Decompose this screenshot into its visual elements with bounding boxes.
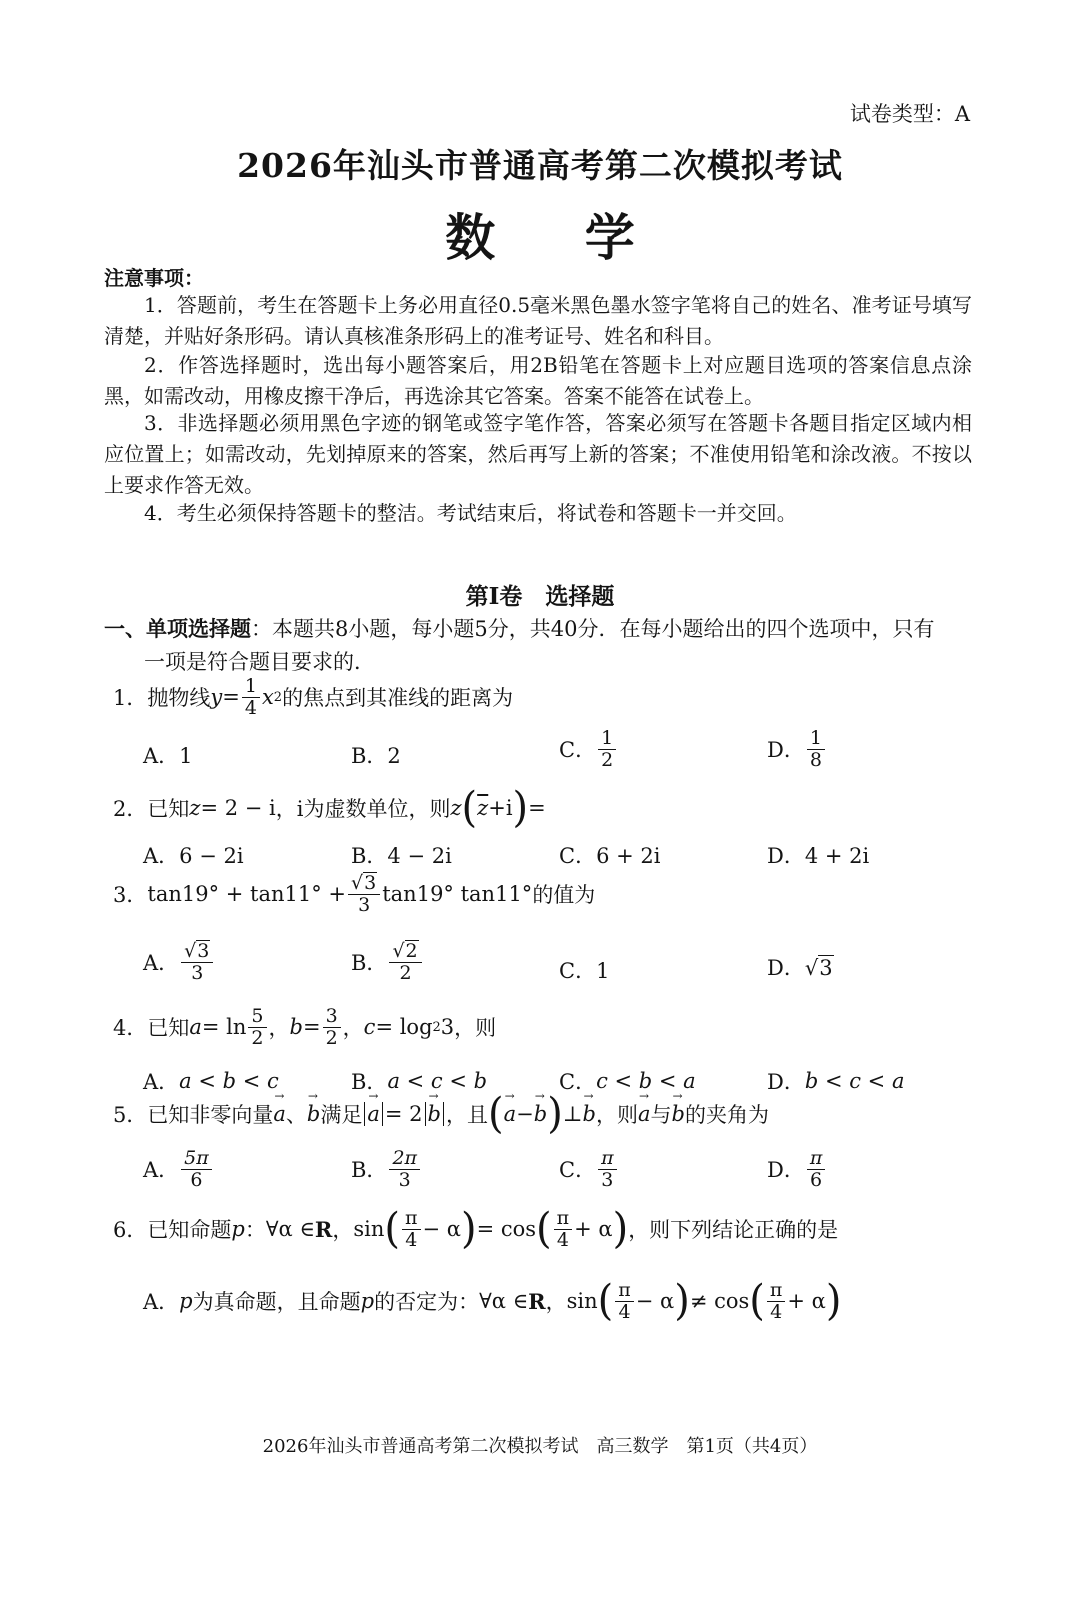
question-1: 1． 抛物线 y = $\frac{1}{4}$ x 2 的焦点到其准线的距离为 xyxy=(113,675,514,719)
q4-option-c: C． c < b < a xyxy=(559,1069,696,1094)
part-instructions: 一、单项选择题：本题共8小题，每小题5分，共40分．在每小题给出的四个选项中，只有 一项是符合题目要求的． xyxy=(104,616,935,674)
notice-item-1: 1．答题前，考生在答题卡上务必用直径0.5毫米黑色墨水签字笔将自己的姓名、准考证号填写清楚，并贴好条形码。请认真核准条形码上的准考证号、姓名和科目。 xyxy=(104,293,972,348)
q4-option-d: D． b < c < a xyxy=(767,1069,905,1094)
question-4: 4． 已知 a = ln $\frac{5}{2}$ ， b = $\frac{3}{2}$ ， c = log 2 3 ，则 xyxy=(113,1005,497,1049)
notice-item-2: 2．作答选择题时，选出每小题答案后，用2B铅笔在答题卡上对应题目选项的答案信息点涂黑，如需改动，用橡皮擦干净后，再选涂其它答案。答案不能答在试卷上。 xyxy=(104,353,972,408)
q1-option-b: B．2 xyxy=(351,744,401,768)
q3-option-a: A． √ 3 3 xyxy=(143,940,215,984)
fraction: $\frac{1}{4}$ xyxy=(242,676,260,719)
q2-option-a: A．6 − 2i xyxy=(143,844,244,868)
question-5: 5． 已知非零向量 → a 、 → b 满足 → a = 2 → b ，且 ( → a − → b ) ⊥ → b ，则 → a 与 → b 的夹角为 xyxy=(113,1094,769,1134)
q6-option-a: A． p 为真命题，且命题 p 的否定为： ∀α ∈ R ， sin ( $\frac{\pi}{4}$ − α ) ≠ cos ( $\frac{\pi}{4}$ + α ) xyxy=(143,1277,842,1326)
q5-option-b: B． $\frac{2\pi}{3}$ xyxy=(351,1148,422,1191)
q2-option-d: D．4 + 2i xyxy=(767,844,870,868)
q1-option-c: C． $\frac{1}{2}$ xyxy=(559,728,618,771)
q5-option-d: D． $\frac{\pi}{6}$ xyxy=(767,1148,827,1191)
page-footer: 2026年汕头市普通高考第二次模拟考试 高三数学 第1页（共4页） xyxy=(262,1436,818,1457)
q4-option-b: B． a < c < b xyxy=(351,1069,488,1094)
paper-type-label: 试卷类型：A xyxy=(849,102,970,126)
q4-option-a: A． a < b < c xyxy=(143,1069,279,1094)
subject-title: 数 学 xyxy=(445,208,671,267)
q1-option-d: D． $\frac{1}{8}$ xyxy=(767,728,827,771)
notice-item-4: 4．考生必须保持答题卡的整洁。考试结束后，将试卷和答题卡一并交回。 xyxy=(144,501,797,525)
exam-title: 2026年汕头市普通高考第二次模拟考试 xyxy=(237,146,843,185)
q3-option-b: B． √ 2 2 xyxy=(351,940,424,984)
q1-option-a: A．1 xyxy=(143,744,193,768)
section-title: 第Ⅰ卷 选择题 xyxy=(465,583,615,610)
question-3: 3． tan19° + tan11° + √ 3 3 tan19° tan11° 的值为 xyxy=(113,872,596,916)
q3-option-d: D． √ 3 xyxy=(767,955,833,980)
question-6: 6． 已知命题 p ： ∀α ∈ R ， sin ( $\frac{\pi}{4}$ − α ) = cos ( $\frac{\pi}{4}$ + α ) ，则下列结论正确的是 xyxy=(113,1205,839,1254)
notice-item-3: 3．非选择题必须用黑色字迹的钢笔或签字笔作答，答案必须写在答题卡各题目指定区域内相应位置上；如需改动，先划掉原来的答案，然后再写上新的答案；不准使用铅笔和涂改液。不按以上要求作答无效。 xyxy=(104,411,972,497)
q3-option-c: C．1 xyxy=(559,959,610,983)
question-2: 2． 已知 z = 2 − i ，i为虚数单位，则 z ( $\overline{z}$ +i ) = xyxy=(113,783,546,833)
q5-option-c: C． $\frac{\pi}{3}$ xyxy=(559,1148,619,1191)
q5-option-a: A． $\frac{5\pi}{6}$ xyxy=(143,1148,214,1191)
notice-title: 注意事项： xyxy=(104,266,204,290)
q2-option-b: B．4 − 2i xyxy=(351,844,452,868)
q2-option-c: C．6 + 2i xyxy=(559,844,661,868)
